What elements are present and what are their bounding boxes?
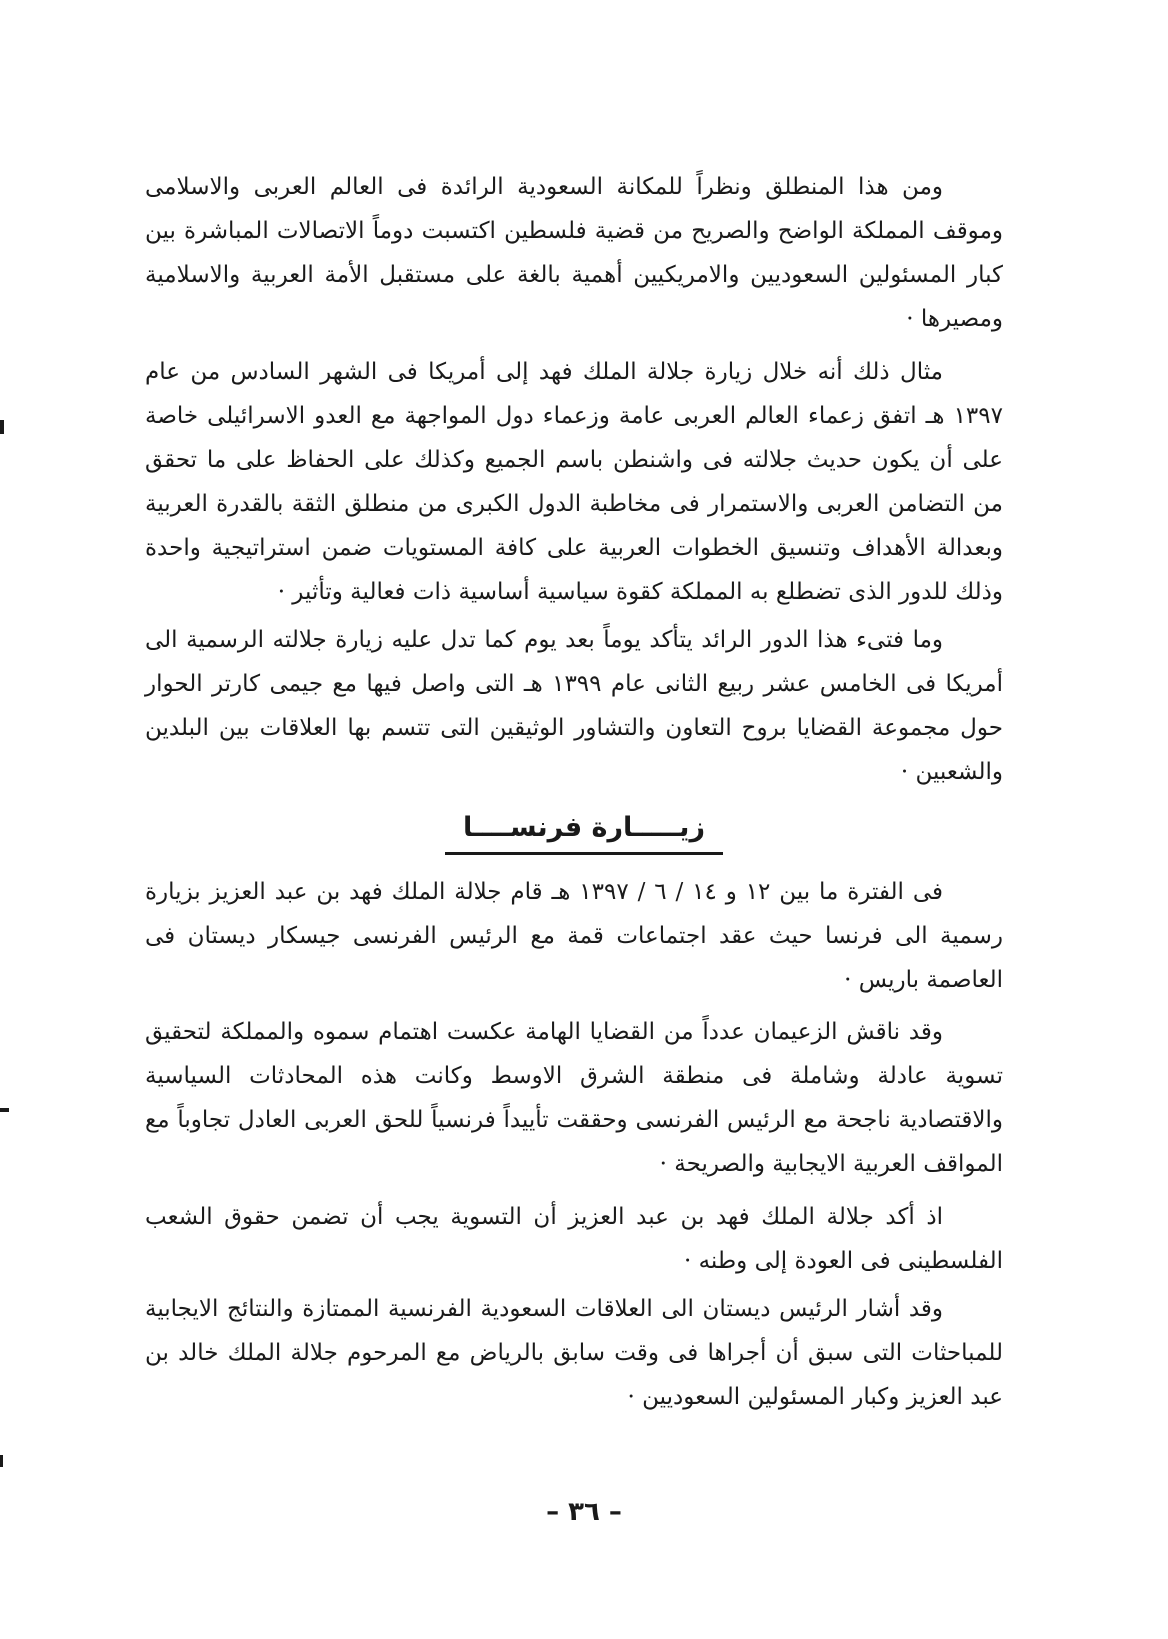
paragraph-5 <box>145 1010 1003 1186</box>
paragraph-text: وقد أشار الرئيس ديستان الى العلاقات السعودية الفرنسية الممتازة والنتائج الايجابية للمباحثات التى سبق أن أجراها فى وقت سابق بالرياض مع المرحوم جلالة الملك خالد بن عبد العزيز وكبار المسئولين السعوديين · <box>145 1296 1003 1410</box>
paragraph-1 <box>145 165 1003 341</box>
paragraph-6 <box>145 1195 1003 1283</box>
scan-edge-mark <box>0 1455 3 1467</box>
scan-edge-mark <box>0 420 4 434</box>
paragraph-text: مثال ذلك أنه خلال زيارة جلالة الملك فهد إلى أمريكا فى الشهر السادس من عام ١٣٩٧ هـ اتفق زعماء العالم العربى عامة وزعماء دول المواجهة مع العدو الاسرائيلى خاصة على أن يكون حديث جلالته فى واشنطن باسم الجميع وكذلك على الحفاظ على ما تحقق من التضامن العربى والاستمرار فى مخاطبة الدول الكبرى من منطلق الثقة بالقدرة العربية وبعدالة الأهداف وتنسيق الخطوات العربية على كافة المستويات ضمن استراتيجية واحدة وذلك للدور الذى تضطلع به المملكة كقوة سياسية أساسية ذات فعالية وتأثير · <box>145 359 1003 605</box>
paragraph-text: اذ أكد جلالة الملك فهد بن عبد العزيز أن التسوية يجب أن تضمن حقوق الشعب الفلسطينى فى العودة إلى وطنه · <box>145 1204 1003 1274</box>
page-number: – ٣٦ – <box>546 1497 622 1527</box>
paragraph-text: وقد ناقش الزعيمان عدداً من القضايا الهامة عكست اهتمام سموه والمملكة لتحقيق تسوية عادلة وشاملة فى منطقة الشرق الاوسط وكانت هذه المحادثات السياسية والاقتصادية ناجحة مع الرئيس الفرنسى وحققت تأييداً فرنسياً للحق العربى العادل تجاوباً مع المواقف العربية الايجابية والصريحة · <box>145 1019 1003 1177</box>
paragraph-2 <box>145 350 1003 614</box>
paragraph-4 <box>145 870 1003 1002</box>
section-heading <box>0 808 1168 855</box>
section-heading-text: زيـــــارة فرنســــا <box>445 808 723 855</box>
paragraph-7 <box>145 1287 1003 1419</box>
paragraph-3 <box>145 618 1003 794</box>
paragraph-text: ومن هذا المنطلق ونظراً للمكانة السعودية الرائدة فى العالم العربى والاسلامى وموقف المملكة الواضح والصريح من قضية فلسطين اكتسبت دوماً الاتصالات المباشرة بين كبار المسئولين السعوديين والامريكيين أهمية بالغة على مستقبل الأمة العربية والاسلامية ومصيرها · <box>145 174 1003 332</box>
paragraph-text: فى الفترة ما بين ١٢ و ١٤ / ٦ / ١٣٩٧ هـ قام جلالة الملك فهد بن عبد العزيز بزيارة رسمية الى فرنسا حيث عقد اجتماعات قمة مع الرئيس الفرنسى جيسكار ديستان فى العاصمة باريس · <box>145 879 1003 993</box>
paragraph-text: وما فتىء هذا الدور الرائد يتأكد يوماً بعد يوم كما تدل عليه زيارة جلالته الرسمية الى أمريكا فى الخامس عشر ربيع الثانى عام ١٣٩٩ هـ التى واصل فيها مع جيمى كارتر الحوار حول مجموعة القضايا بروح التعاون والتشاور الوثيقين التى تتسم بها العلاقات بين البلدين والشعبين · <box>145 627 1004 785</box>
scan-edge-mark <box>0 1108 9 1112</box>
